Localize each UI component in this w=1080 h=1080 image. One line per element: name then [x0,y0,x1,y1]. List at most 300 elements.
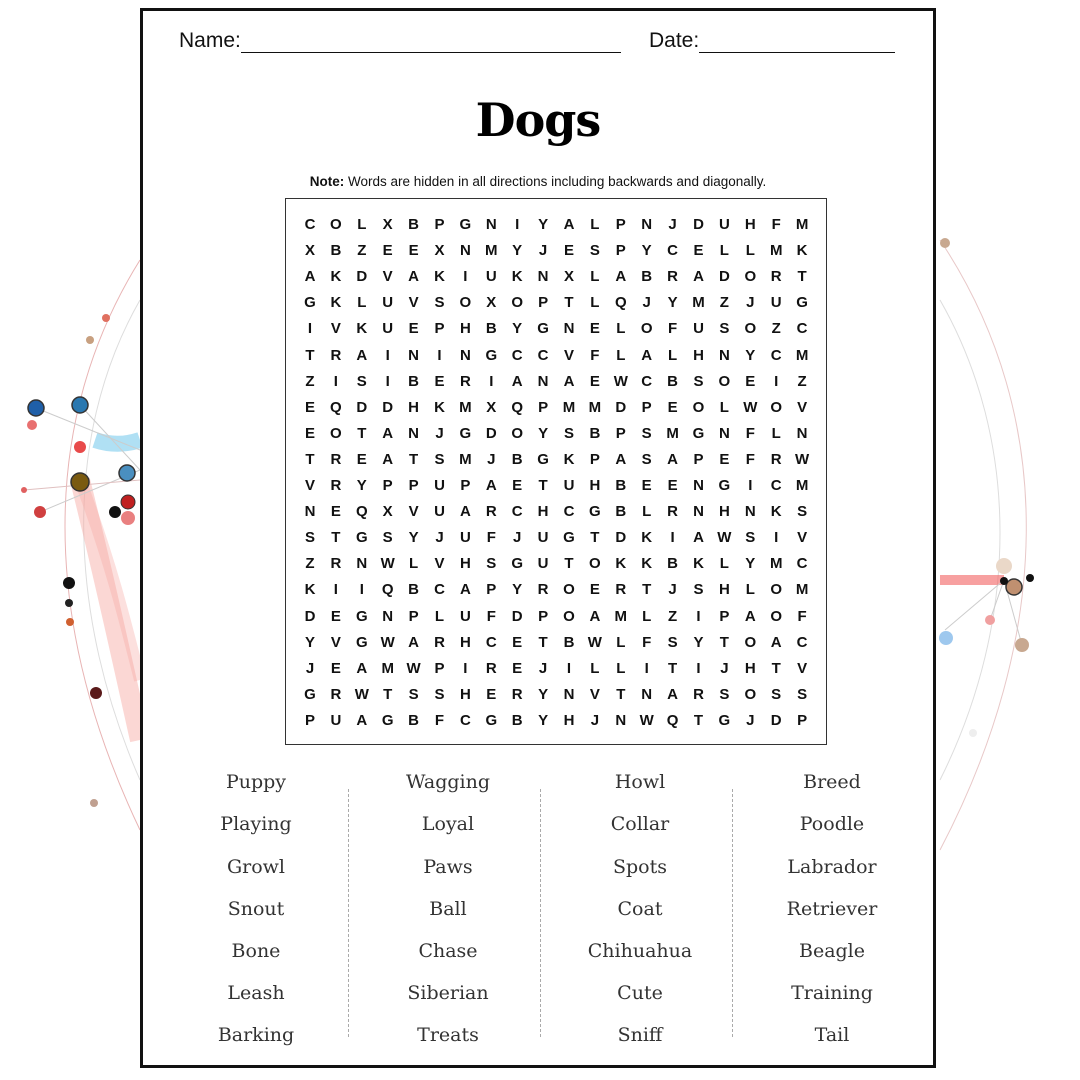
grid-letter[interactable]: K [434,268,445,286]
grid-letter[interactable]: H [589,477,601,494]
grid-letter[interactable]: B [511,450,523,468]
grid-letter[interactable]: U [693,320,704,338]
grid-letter[interactable]: D [693,216,704,233]
grid-letter[interactable]: C [641,372,653,390]
grid-letter[interactable]: M [692,294,705,312]
grid-letter[interactable]: T [305,450,315,468]
grid-letter[interactable]: C [434,581,445,599]
grid-letter[interactable]: P [434,659,445,677]
grid-letter[interactable]: F [434,711,445,729]
grid-letter[interactable]: B [667,372,679,390]
grid-letter[interactable]: S [434,294,445,312]
grid-letter[interactable]: W [587,633,602,651]
grid-letter[interactable]: N [485,216,497,233]
grid-letter[interactable]: A [408,268,420,286]
grid-letter[interactable]: K [615,555,627,573]
grid-letter[interactable]: O [770,607,783,625]
grid-letter[interactable]: J [746,711,755,729]
grid-letter[interactable]: A [693,529,704,547]
grid-letter[interactable]: J [668,216,677,233]
grid-letter[interactable]: N [408,346,420,364]
grid-letter[interactable]: R [770,450,782,468]
grid-letter[interactable]: O [563,581,575,599]
grid-letter[interactable]: J [538,659,548,677]
grid-letter[interactable]: J [487,450,496,468]
grid-letter[interactable]: Y [304,633,315,651]
grid-letter[interactable]: G [304,685,316,703]
grid-letter[interactable]: F [745,424,755,442]
grid-letter[interactable]: S [382,529,393,547]
grid-letter[interactable]: F [745,450,755,468]
grid-letter[interactable]: C [511,503,523,521]
grid-letter[interactable]: N [718,346,730,364]
grid-letter[interactable]: V [797,529,808,547]
grid-letter[interactable]: E [382,242,393,260]
grid-letter[interactable]: U [434,503,445,521]
grid-letter[interactable]: L [616,633,626,651]
grid-letter[interactable]: D [485,424,497,442]
grid-letter[interactable]: T [305,346,315,364]
grid-letter[interactable]: B [408,372,420,390]
grid-letter[interactable]: P [408,607,419,625]
grid-letter[interactable]: D [511,607,523,625]
grid-letter[interactable]: A [382,424,394,442]
grid-letter[interactable]: O [640,320,653,338]
grid-letter[interactable]: Z [668,607,678,625]
grid-letter[interactable]: O [511,294,524,312]
grid-letter[interactable]: S [641,450,652,468]
grid-letter[interactable]: S [434,450,445,468]
grid-letter[interactable]: N [408,424,420,442]
grid-letter[interactable]: A [356,659,368,677]
grid-letter[interactable]: N [744,503,756,521]
name-field[interactable] [179,29,621,53]
grid-letter[interactable]: B [615,503,627,521]
grid-letter[interactable]: N [641,685,653,703]
grid-letter[interactable]: L [745,242,755,260]
grid-letter[interactable]: Y [538,685,549,703]
grid-letter[interactable]: U [330,711,342,729]
grid-letter[interactable]: C [770,477,782,494]
grid-letter[interactable]: F [668,320,678,338]
grid-letter[interactable]: S [667,633,678,651]
grid-letter[interactable]: W [613,372,628,390]
grid-letter[interactable]: L [434,607,445,625]
grid-letter[interactable]: I [696,607,701,625]
grid-letter[interactable]: T [331,529,341,547]
grid-letter[interactable]: I [566,659,572,677]
grid-letter[interactable]: D [770,711,782,729]
grid-letter[interactable]: Z [719,294,729,312]
grid-letter[interactable]: C [667,242,679,260]
grid-letter[interactable]: S [408,685,419,703]
grid-letter[interactable]: P [797,711,808,729]
grid-letter[interactable]: P [434,320,445,338]
grid-letter[interactable]: U [770,294,782,312]
grid-letter[interactable]: X [486,294,497,312]
grid-letter[interactable]: R [693,685,704,703]
grid-letter[interactable]: J [513,529,522,547]
grid-letter[interactable]: I [774,372,779,390]
grid-letter[interactable]: Y [408,529,419,547]
grid-letter[interactable]: I [385,346,390,364]
grid-letter[interactable]: P [382,477,393,494]
grid-letter[interactable]: P [486,581,497,599]
grid-letter[interactable]: D [718,268,730,286]
grid-letter[interactable]: K [511,268,523,286]
grid-letter[interactable]: O [692,398,705,416]
grid-letter[interactable]: T [642,581,652,599]
grid-letter[interactable]: Q [511,398,524,416]
grid-letter[interactable]: P [615,424,626,442]
grid-letter[interactable]: U [382,294,394,312]
grid-letter[interactable]: K [641,555,653,573]
grid-letter[interactable]: V [563,346,574,364]
grid-letter[interactable]: C [770,346,782,364]
grid-letter[interactable]: B [408,216,420,233]
grid-letter[interactable]: I [307,320,313,338]
grid-letter[interactable]: S [693,581,704,599]
grid-letter[interactable]: G [537,450,549,468]
grid-letter[interactable]: U [382,320,394,338]
grid-letter[interactable]: U [434,477,445,494]
grid-letter[interactable]: P [693,450,704,468]
grid-letter[interactable]: T [668,659,678,677]
grid-letter[interactable]: O [770,398,783,416]
grid-letter[interactable]: E [486,685,497,703]
grid-letter[interactable]: R [434,633,445,651]
grid-letter[interactable]: A [356,346,368,364]
grid-letter[interactable]: F [771,216,781,233]
grid-letter[interactable]: T [771,659,781,677]
grid-letter[interactable]: S [797,503,808,521]
grid-letter[interactable]: U [459,607,471,625]
word-search-grid[interactable] [285,198,827,745]
grid-letter[interactable]: G [304,294,316,312]
grid-letter[interactable]: G [718,477,731,494]
grid-letter[interactable]: E [745,372,756,390]
grid-letter[interactable]: A [667,450,679,468]
grid-letter[interactable]: G [563,529,575,547]
grid-letter[interactable]: T [357,424,367,442]
grid-letter[interactable]: Z [357,242,367,260]
grid-letter[interactable]: O [744,268,757,286]
grid-letter[interactable]: A [744,607,756,625]
grid-letter[interactable]: O [511,424,524,442]
name-line[interactable] [241,30,621,53]
grid-letter[interactable]: X [382,503,393,521]
grid-letter[interactable]: S [693,372,704,390]
grid-letter[interactable]: D [615,398,627,416]
grid-letter[interactable]: P [408,477,419,494]
grid-letter[interactable]: Z [797,372,807,390]
grid-letter[interactable]: S [356,372,367,390]
grid-letter[interactable]: S [434,685,445,703]
grid-letter[interactable]: J [435,424,444,442]
grid-letter[interactable]: A [408,633,420,651]
grid-letter[interactable]: H [537,503,549,521]
grid-letter[interactable]: A [641,346,653,364]
grid-letter[interactable]: Q [330,398,342,416]
grid-letter[interactable]: S [563,424,574,442]
grid-letter[interactable]: Y [745,346,756,364]
grid-letter[interactable]: C [511,346,523,364]
grid-letter[interactable]: G [718,711,731,729]
grid-letter[interactable]: W [743,398,758,416]
grid-letter[interactable]: Z [305,555,315,573]
grid-letter[interactable]: N [641,216,653,233]
grid-letter[interactable]: N [615,711,627,729]
grid-letter[interactable]: L [590,268,600,286]
grid-letter[interactable]: A [615,268,627,286]
grid-letter[interactable]: G [796,294,808,312]
grid-letter[interactable]: A [511,372,523,390]
grid-letter[interactable]: I [515,216,520,233]
grid-letter[interactable]: W [354,685,369,703]
grid-letter[interactable]: K [693,555,704,573]
grid-letter[interactable]: Y [745,555,756,573]
grid-letter[interactable]: V [797,659,808,677]
grid-letter[interactable]: K [641,529,653,547]
grid-letter[interactable]: M [769,555,783,573]
grid-letter[interactable]: E [512,659,523,677]
grid-letter[interactable]: G [459,424,472,442]
grid-letter[interactable]: P [615,216,626,233]
grid-letter[interactable]: E [304,398,315,416]
grid-letter[interactable]: E [434,372,445,390]
grid-letter[interactable]: S [719,685,730,703]
grid-letter[interactable]: W [795,450,810,468]
grid-letter[interactable]: E [330,659,341,677]
grid-letter[interactable]: K [304,581,316,599]
grid-letter[interactable]: W [380,555,395,573]
grid-letter[interactable]: J [590,711,600,729]
grid-letter[interactable]: E [667,477,678,494]
grid-letter[interactable]: E [408,242,419,260]
grid-letter[interactable]: R [459,372,471,390]
grid-letter[interactable]: V [382,268,393,286]
grid-letter[interactable]: Q [666,711,679,729]
grid-letter[interactable]: L [616,346,626,364]
grid-letter[interactable]: E [719,450,730,468]
grid-letter[interactable]: N [563,685,575,703]
grid-letter[interactable]: S [486,555,497,573]
grid-letter[interactable]: Y [512,320,523,338]
grid-letter[interactable]: I [359,581,364,599]
grid-letter[interactable]: L [357,294,367,312]
grid-letter[interactable]: N [693,477,704,494]
grid-letter[interactable]: N [563,320,575,338]
grid-letter[interactable]: C [537,346,549,364]
grid-letter[interactable]: P [538,607,549,625]
grid-letter[interactable]: T [383,685,393,703]
grid-letter[interactable]: G [485,346,498,364]
grid-letter[interactable]: Q [355,503,368,521]
grid-letter[interactable]: M [614,607,628,625]
grid-letter[interactable]: T [797,268,807,286]
grid-letter[interactable]: T [538,477,548,494]
grid-letter[interactable]: O [330,424,342,442]
grid-letter[interactable]: E [330,607,341,625]
grid-letter[interactable]: R [770,268,782,286]
grid-letter[interactable]: L [642,607,652,625]
grid-letter[interactable]: E [589,320,600,338]
grid-letter[interactable]: V [408,294,419,312]
grid-letter[interactable]: O [744,320,757,338]
grid-letter[interactable]: E [330,503,341,521]
grid-letter[interactable]: N [796,424,808,442]
grid-letter[interactable]: Y [538,216,549,233]
grid-letter[interactable]: N [382,607,394,625]
grid-letter[interactable]: F [590,346,600,364]
grid-letter[interactable]: K [770,503,782,521]
grid-letter[interactable]: G [355,607,368,625]
grid-letter[interactable]: M [381,659,394,677]
grid-letter[interactable]: X [382,216,393,233]
grid-letter[interactable]: N [537,372,549,390]
grid-letter[interactable]: O [744,685,757,703]
grid-letter[interactable]: A [304,268,316,286]
grid-letter[interactable]: I [463,268,468,286]
grid-letter[interactable]: R [667,503,679,521]
grid-letter[interactable]: H [718,503,730,521]
grid-letter[interactable]: L [745,581,755,599]
grid-letter[interactable]: E [512,477,523,494]
grid-letter[interactable]: D [615,529,627,547]
grid-letter[interactable]: C [796,320,808,338]
grid-letter[interactable]: H [744,216,756,233]
grid-letter[interactable]: K [434,398,445,416]
grid-letter[interactable]: G [355,633,368,651]
grid-letter[interactable]: C [485,633,497,651]
grid-letter[interactable]: G [459,216,472,233]
grid-letter[interactable]: Z [771,320,781,338]
date-line[interactable] [699,30,895,53]
grid-letter[interactable]: X [434,242,445,260]
grid-letter[interactable]: G [355,529,368,547]
grid-letter[interactable]: L [409,555,419,573]
grid-letter[interactable]: H [459,633,471,651]
grid-letter[interactable]: P [460,477,471,494]
grid-letter[interactable]: K [330,294,342,312]
grid-letter[interactable]: T [564,555,574,573]
grid-letter[interactable]: P [538,398,549,416]
grid-letter[interactable]: N [459,242,471,260]
grid-letter[interactable]: M [795,477,809,494]
grid-letter[interactable]: D [356,398,368,416]
grid-letter[interactable]: Y [667,294,678,312]
grid-letter[interactable]: B [408,711,420,729]
grid-letter[interactable]: W [380,633,395,651]
grid-letter[interactable]: A [563,216,575,233]
grid-letter[interactable]: M [588,398,602,416]
grid-letter[interactable]: P [538,294,549,312]
grid-letter[interactable]: F [486,607,496,625]
grid-letter[interactable]: R [330,685,342,703]
grid-letter[interactable]: R [330,555,342,573]
grid-letter[interactable]: H [459,320,471,338]
grid-letter[interactable]: I [333,581,338,599]
grid-letter[interactable]: L [719,555,729,573]
grid-letter[interactable]: G [381,711,394,729]
grid-letter[interactable]: I [696,659,701,677]
grid-letter[interactable]: Q [381,581,394,599]
grid-letter[interactable]: K [563,450,575,468]
grid-letter[interactable]: U [485,268,497,286]
grid-letter[interactable]: V [434,555,445,573]
grid-letter[interactable]: L [668,346,678,364]
grid-letter[interactable]: X [563,268,574,286]
grid-letter[interactable]: A [459,503,471,521]
grid-letter[interactable]: M [485,242,498,260]
grid-letter[interactable]: V [304,477,315,494]
grid-letter[interactable]: N [459,346,471,364]
grid-letter[interactable]: P [589,450,600,468]
grid-letter[interactable]: N [537,268,549,286]
grid-letter[interactable]: B [589,424,601,442]
grid-letter[interactable]: P [434,216,445,233]
grid-letter[interactable]: R [485,503,497,521]
grid-letter[interactable]: B [408,581,420,599]
grid-letter[interactable]: M [459,450,472,468]
grid-letter[interactable]: B [485,320,497,338]
grid-letter[interactable]: T [616,685,626,703]
grid-letter[interactable]: S [797,685,808,703]
grid-letter[interactable]: Y [356,477,367,494]
grid-letter[interactable]: L [616,320,626,338]
date-field[interactable] [649,29,895,53]
grid-letter[interactable]: C [459,711,471,729]
grid-letter[interactable]: E [512,633,523,651]
grid-letter[interactable]: A [615,450,627,468]
grid-letter[interactable]: I [333,372,338,390]
grid-letter[interactable]: V [330,633,341,651]
grid-letter[interactable]: U [537,555,549,573]
grid-letter[interactable]: A [485,477,497,494]
grid-letter[interactable]: L [719,242,729,260]
grid-letter[interactable]: A [667,685,679,703]
grid-letter[interactable]: A [589,607,601,625]
grid-letter[interactable]: Y [538,424,549,442]
grid-letter[interactable]: G [692,424,705,442]
grid-letter[interactable]: I [748,477,753,494]
grid-letter[interactable]: G [511,555,524,573]
grid-letter[interactable]: L [719,398,729,416]
grid-letter[interactable]: E [356,450,367,468]
grid-letter[interactable]: H [563,711,575,729]
grid-letter[interactable]: U [459,529,471,547]
grid-letter[interactable]: F [486,529,496,547]
grid-letter[interactable]: N [304,503,316,521]
grid-letter[interactable]: K [796,242,808,260]
grid-letter[interactable]: F [797,607,807,625]
grid-letter[interactable]: I [385,372,390,390]
grid-letter[interactable]: R [667,268,679,286]
grid-letter[interactable]: Y [538,711,549,729]
grid-letter[interactable]: C [796,633,808,651]
grid-letter[interactable]: M [795,346,809,364]
grid-letter[interactable]: R [330,477,342,494]
grid-letter[interactable]: P [615,242,626,260]
grid-letter[interactable]: R [511,685,523,703]
grid-letter[interactable]: Y [693,633,704,651]
grid-letter[interactable]: W [639,711,654,729]
grid-letter[interactable]: S [589,242,600,260]
grid-letter[interactable]: B [615,477,627,494]
grid-letter[interactable]: A [770,633,782,651]
grid-letter[interactable]: V [797,398,808,416]
grid-letter[interactable]: A [459,581,471,599]
